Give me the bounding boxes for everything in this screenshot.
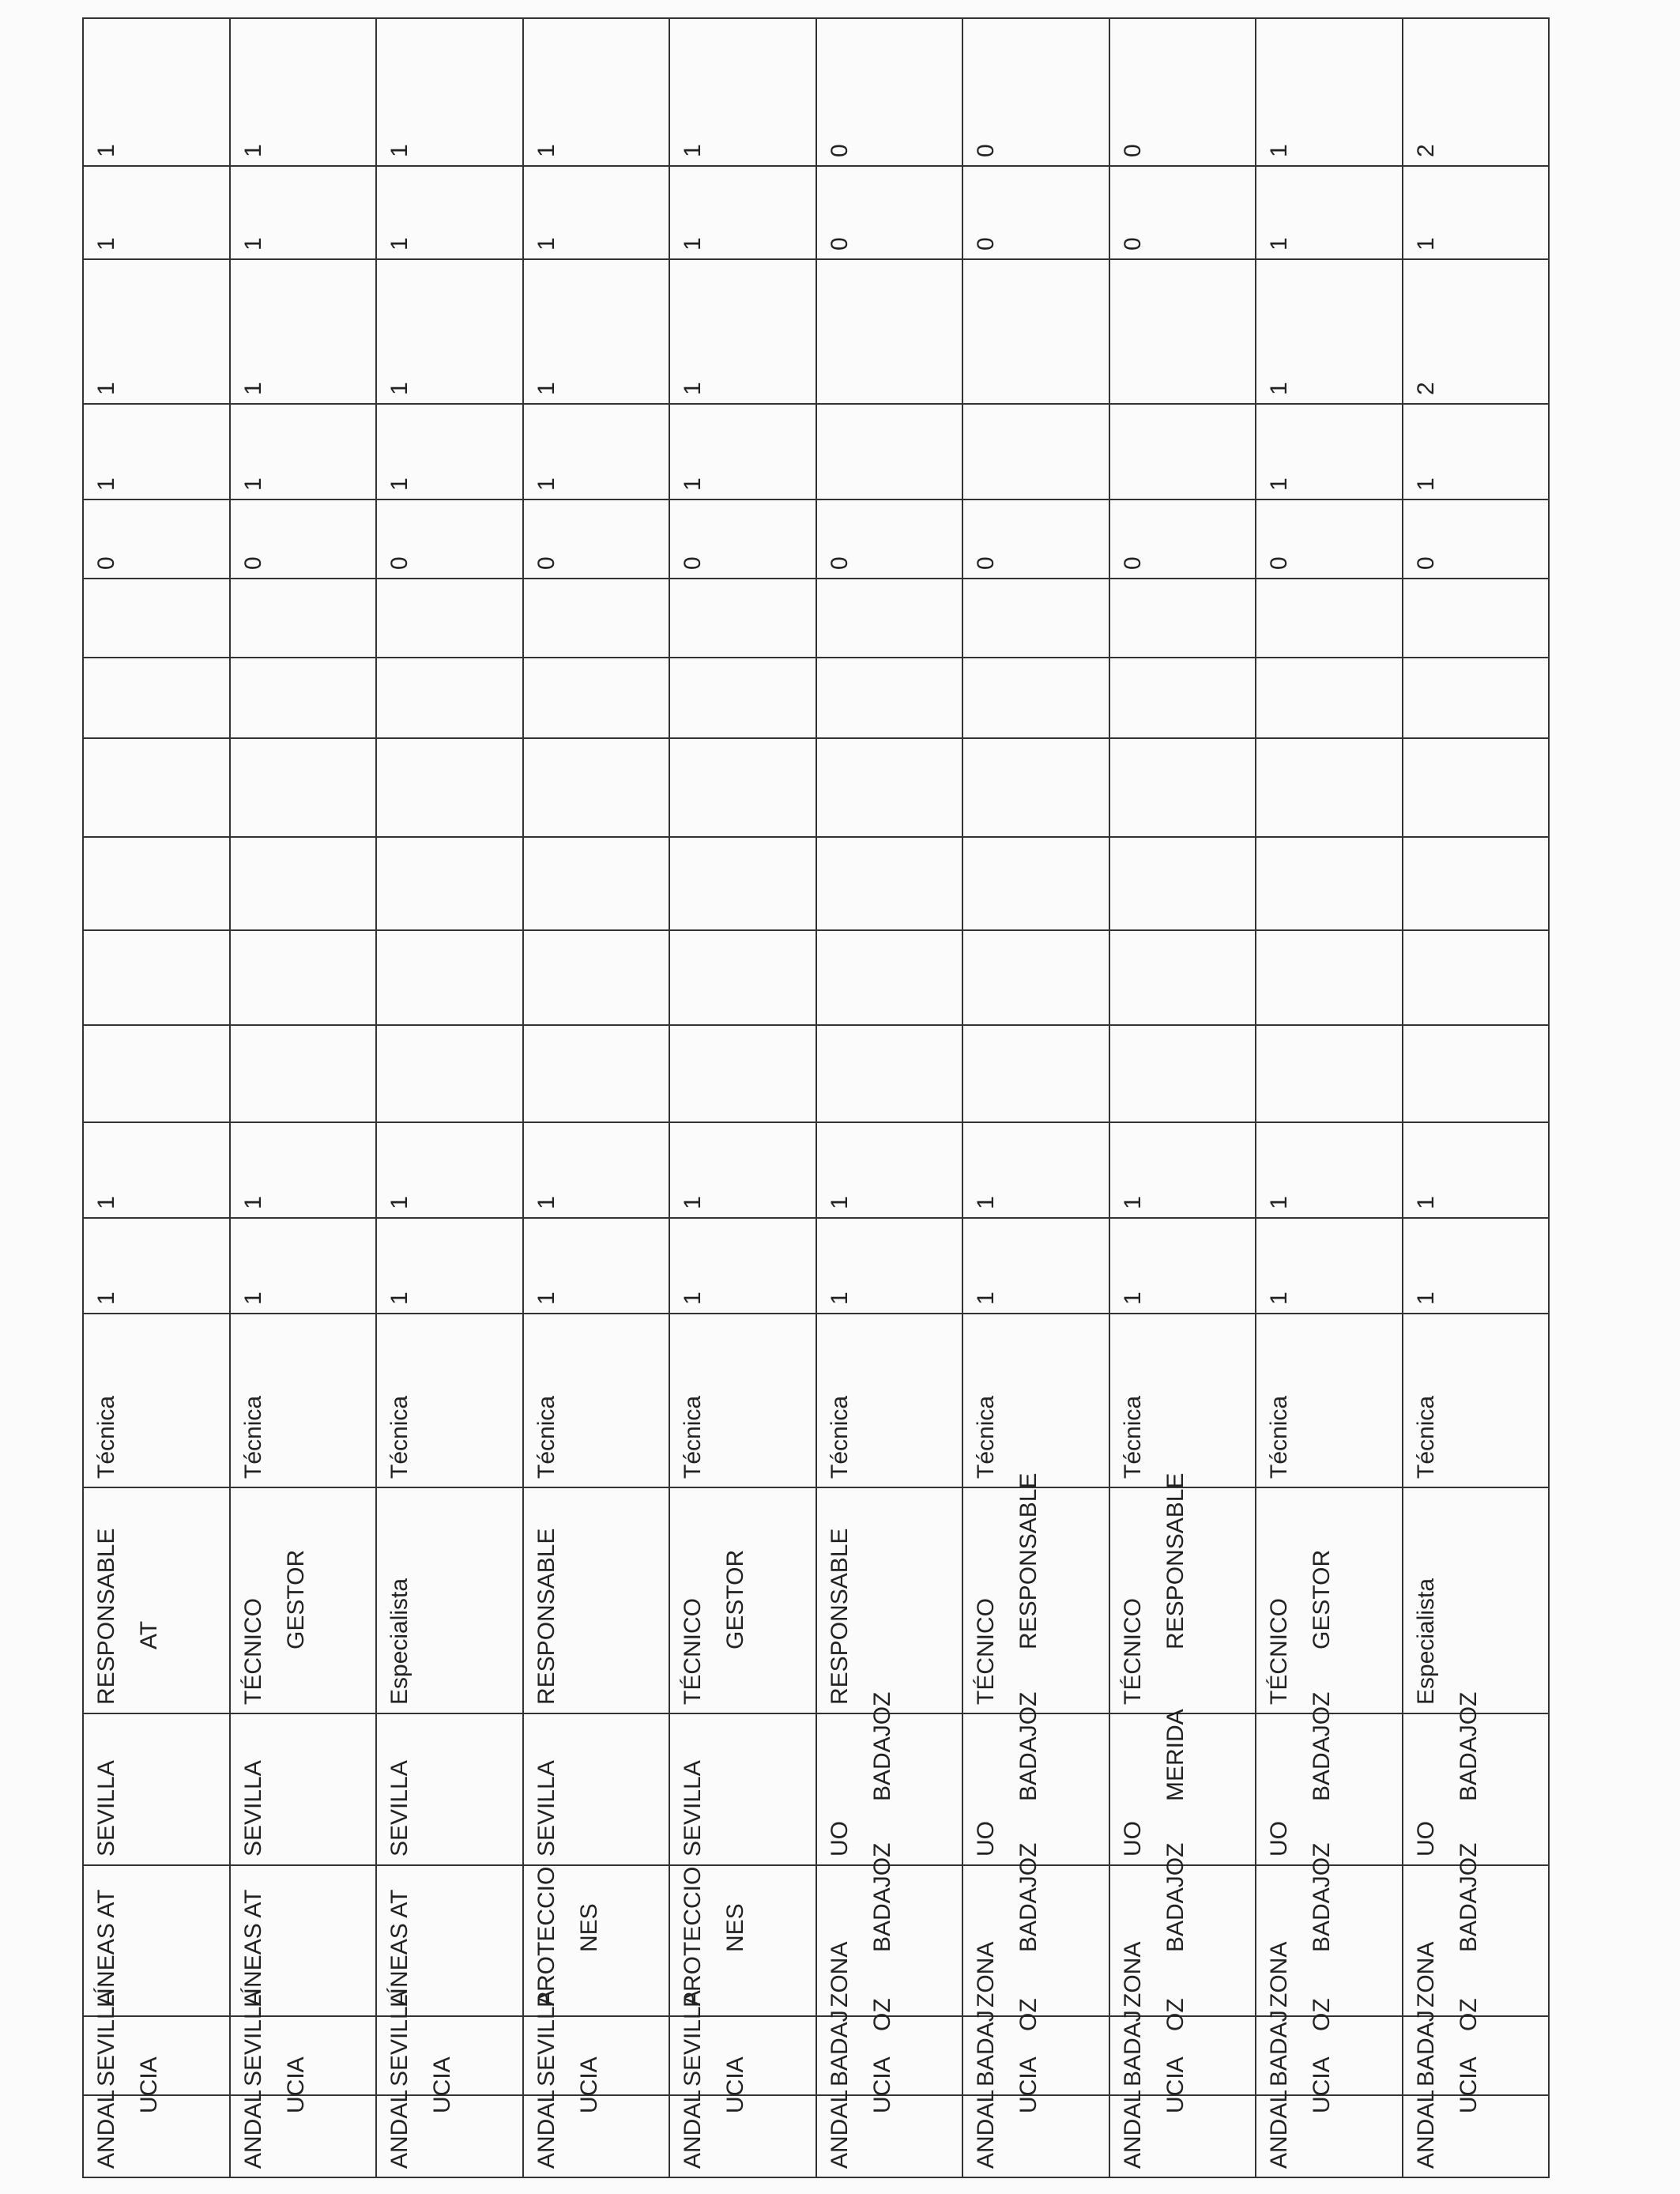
type-cell: Técnica — [1109, 1314, 1256, 1487]
value-cell-v2: 1 — [1256, 404, 1403, 499]
type-cell: Técnica — [83, 1314, 230, 1487]
role-cell — [230, 1487, 377, 1713]
city-cell-line-1: SEVILLA — [239, 1990, 266, 2087]
value-cell-v1: 0 — [1256, 499, 1403, 579]
area-cell — [1109, 1842, 1256, 2016]
table-row — [83, 18, 230, 2177]
region-cell-line-1: ANDAL — [239, 2089, 266, 2169]
unit-cell-line-1: UO — [826, 1821, 853, 1857]
value-cell-e4 — [1256, 738, 1403, 837]
region-cell-line-2: UCIA — [868, 2056, 895, 2113]
value-cell-c2: 1 — [816, 1122, 963, 1218]
table-body — [83, 18, 1549, 2177]
value-cell-e2 — [1256, 930, 1403, 1025]
table-row — [1256, 18, 1403, 2177]
region-cell — [230, 2056, 377, 2177]
value-cell-c2: 1 — [83, 1122, 230, 1218]
city-cell-line-1: BADAJ — [1266, 2010, 1292, 2087]
unit-cell — [83, 1713, 230, 1865]
value-cell-v5: 1 — [376, 18, 523, 166]
staffing-table — [82, 17, 1550, 2178]
value-cell-e2 — [1109, 930, 1256, 1025]
value-cell-e6 — [376, 579, 523, 658]
value-cell-e3 — [376, 837, 523, 930]
city-cell-line-2: OZ — [1162, 1998, 1188, 2031]
unit-cell-line-1: SEVILLA — [386, 1760, 412, 1857]
city-cell-line-2: OZ — [1455, 1998, 1482, 2031]
value-cell-v1: 0 — [523, 499, 670, 579]
value-cell-e1 — [816, 1025, 963, 1122]
value-cell-e3 — [523, 837, 670, 930]
role-cell-line-1: TÉCNICO — [1119, 1598, 1146, 1705]
region-cell — [523, 2056, 670, 2177]
region-cell — [83, 2056, 230, 2177]
value-cell-v1: 0 — [83, 499, 230, 579]
value-cell-e6 — [83, 579, 230, 658]
role-cell-line-1: TÉCNICO — [973, 1598, 999, 1705]
table-row — [1109, 18, 1256, 2177]
value-cell-c1: 1 — [1256, 1218, 1403, 1314]
region-cell — [962, 2056, 1109, 2177]
region-cell-line-1: ANDAL — [533, 2089, 559, 2169]
unit-cell-line-1: SEVILLA — [680, 1760, 706, 1857]
region-cell — [816, 2056, 963, 2177]
area-cell — [230, 1865, 377, 2016]
value-cell-c1: 1 — [1109, 1218, 1256, 1314]
value-cell-c1: 1 — [816, 1218, 963, 1314]
value-cell-v4: 0 — [816, 166, 963, 259]
value-cell-c1: 1 — [962, 1218, 1109, 1314]
region-cell-line-1: ANDAL — [680, 2089, 706, 2169]
value-cell-v5: 2 — [1403, 18, 1550, 166]
role-cell — [1256, 1487, 1403, 1713]
area-cell-line-1: PROTECCIO — [533, 1866, 559, 2007]
area-cell-line-2: BADAJOZ — [868, 1842, 895, 1952]
value-cell-e6 — [669, 579, 816, 658]
role-cell — [816, 1487, 963, 1713]
area-cell — [962, 1842, 1109, 2016]
role-cell-line-2: RESPONSABLE — [1015, 1472, 1042, 1649]
unit-cell-line-1: SEVILLA — [533, 1760, 559, 1857]
value-cell-e3 — [1109, 837, 1256, 930]
value-cell-c1: 1 — [523, 1218, 670, 1314]
value-cell-c2: 1 — [230, 1122, 377, 1218]
type-cell: Técnica — [669, 1314, 816, 1487]
value-cell-c1: 1 — [230, 1218, 377, 1314]
role-cell-line-2: RESPONSABLE — [1162, 1472, 1188, 1649]
value-cell-v2 — [816, 404, 963, 499]
value-cell-e5 — [1109, 658, 1256, 738]
area-cell — [1403, 1842, 1550, 2016]
value-cell-e2 — [376, 930, 523, 1025]
value-cell-v2: 1 — [376, 404, 523, 499]
value-cell-e1 — [1403, 1025, 1550, 1122]
value-cell-e2 — [816, 930, 963, 1025]
role-cell — [1403, 1487, 1550, 1713]
value-cell-v4: 0 — [962, 166, 1109, 259]
region-cell — [1109, 2056, 1256, 2177]
role-cell-line-1: TÉCNICO — [1266, 1598, 1292, 1705]
value-cell-c1: 1 — [83, 1218, 230, 1314]
value-cell-v4: 0 — [1109, 166, 1256, 259]
value-cell-e3 — [962, 837, 1109, 930]
region-cell — [376, 2056, 523, 2177]
role-cell — [523, 1487, 670, 1713]
role-cell-line-1: RESPONSABLE — [826, 1528, 853, 1705]
value-cell-v5: 0 — [816, 18, 963, 166]
value-cell-v3 — [1109, 259, 1256, 404]
value-cell-e3 — [816, 837, 963, 930]
value-cell-e3 — [669, 837, 816, 930]
city-cell-line-1: BADAJ — [826, 2010, 853, 2087]
value-cell-e2 — [1403, 930, 1550, 1025]
area-cell-line-2: BADAJOZ — [1162, 1842, 1188, 1952]
city-cell-line-1: SEVILLA — [680, 1990, 706, 2087]
city-cell-line-2: OZ — [1309, 1998, 1335, 2031]
value-cell-v5: 0 — [962, 18, 1109, 166]
value-cell-e4 — [376, 738, 523, 837]
value-cell-e6 — [1109, 579, 1256, 658]
area-cell — [669, 1865, 816, 2016]
value-cell-v3: 2 — [1403, 259, 1550, 404]
value-cell-v5: 1 — [523, 18, 670, 166]
table-row — [376, 18, 523, 2177]
value-cell-e1 — [669, 1025, 816, 1122]
value-cell-e4 — [816, 738, 963, 837]
unit-cell-line-1: UO — [1266, 1821, 1292, 1857]
role-cell-line-1: TÉCNICO — [239, 1598, 266, 1705]
city-cell-line-1: BADAJ — [1119, 2010, 1146, 2087]
value-cell-e6 — [230, 579, 377, 658]
value-cell-v2 — [962, 404, 1109, 499]
region-cell-line-2: UCIA — [429, 2056, 455, 2113]
value-cell-e1 — [962, 1025, 1109, 1122]
area-cell-line-2: BADAJOZ — [1015, 1842, 1042, 1952]
region-cell-line-2: UCIA — [575, 2056, 602, 2113]
value-cell-e5 — [230, 658, 377, 738]
city-cell-line-2: OZ — [1015, 1998, 1042, 2031]
area-cell — [816, 1842, 963, 2016]
value-cell-e5 — [83, 658, 230, 738]
area-cell-line-1: ZONA — [1266, 1941, 1292, 2007]
city-cell-line-1: BADAJ — [1412, 2010, 1439, 2087]
value-cell-c1: 1 — [376, 1218, 523, 1314]
value-cell-e6 — [1256, 579, 1403, 658]
unit-cell — [669, 1713, 816, 1865]
role-cell-line-2: GESTOR — [1309, 1549, 1335, 1649]
city-cell-line-1: SEVILLA — [386, 1990, 412, 2087]
value-cell-c2: 1 — [523, 1122, 670, 1218]
value-cell-v1: 0 — [230, 499, 377, 579]
value-cell-e6 — [1403, 579, 1550, 658]
table-row — [523, 18, 670, 2177]
value-cell-v2: 1 — [83, 404, 230, 499]
value-cell-v3: 1 — [523, 259, 670, 404]
area-cell — [523, 1865, 670, 2016]
value-cell-e2 — [83, 930, 230, 1025]
value-cell-c2: 1 — [1109, 1122, 1256, 1218]
role-cell — [962, 1472, 1109, 1713]
value-cell-v4: 1 — [230, 166, 377, 259]
region-cell — [1256, 2056, 1403, 2177]
value-cell-c2: 1 — [669, 1122, 816, 1218]
area-cell-line-1: ZONA — [1119, 1941, 1146, 2007]
unit-cell-line-1: UO — [1119, 1821, 1146, 1857]
value-cell-e3 — [1403, 837, 1550, 930]
value-cell-e5 — [523, 658, 670, 738]
unit-cell-line-2: BADAJOZ — [1455, 1691, 1482, 1801]
area-cell-line-1: LÍNEAS AT — [93, 1889, 119, 2007]
unit-cell — [376, 1713, 523, 1865]
type-cell: Técnica — [523, 1314, 670, 1487]
value-cell-v4: 1 — [83, 166, 230, 259]
value-cell-v5: 1 — [669, 18, 816, 166]
value-cell-e4 — [230, 738, 377, 837]
value-cell-v3 — [962, 259, 1109, 404]
value-cell-v2 — [1109, 404, 1256, 499]
type-cell: Técnica — [230, 1314, 377, 1487]
value-cell-v2: 1 — [230, 404, 377, 499]
value-cell-e3 — [1256, 837, 1403, 930]
value-cell-e6 — [523, 579, 670, 658]
value-cell-v4: 1 — [1256, 166, 1403, 259]
value-cell-e1 — [376, 1025, 523, 1122]
table-row — [1403, 18, 1550, 2177]
region-cell-line-1: ANDAL — [93, 2089, 119, 2169]
value-cell-v2: 1 — [523, 404, 670, 499]
value-cell-v3: 1 — [1256, 259, 1403, 404]
city-cell-line-1: BADAJ — [973, 2010, 999, 2087]
area-cell-line-1: LÍNEAS AT — [386, 1889, 412, 2007]
region-cell-line-1: ANDAL — [973, 2089, 999, 2169]
value-cell-e5 — [962, 658, 1109, 738]
value-cell-e3 — [230, 837, 377, 930]
area-cell — [1256, 1842, 1403, 2016]
value-cell-e5 — [1403, 658, 1550, 738]
value-cell-e6 — [816, 579, 963, 658]
value-cell-v3: 1 — [230, 259, 377, 404]
area-cell-line-1: LÍNEAS AT — [239, 1889, 266, 2007]
type-cell: Técnica — [962, 1314, 1109, 1487]
value-cell-c2: 1 — [376, 1122, 523, 1218]
area-cell-line-2: BADAJOZ — [1309, 1842, 1335, 1952]
value-cell-v5: 1 — [83, 18, 230, 166]
value-cell-v2: 1 — [1403, 404, 1550, 499]
value-cell-c2: 1 — [962, 1122, 1109, 1218]
area-cell-line-2: NES — [722, 1903, 748, 1952]
role-cell-line-2: GESTOR — [282, 1549, 309, 1649]
unit-cell — [523, 1713, 670, 1865]
value-cell-e1 — [230, 1025, 377, 1122]
city-cell-line-2: OZ — [868, 1998, 895, 2031]
area-cell-line-2: BADAJOZ — [1455, 1842, 1482, 1952]
value-cell-e2 — [523, 930, 670, 1025]
role-cell-line-1: Especialista — [386, 1578, 412, 1705]
area-cell — [83, 1865, 230, 2016]
value-cell-e1 — [1256, 1025, 1403, 1122]
region-cell-line-1: ANDAL — [1119, 2089, 1146, 2169]
city-cell-line-1: SEVILLA — [93, 1990, 119, 2087]
value-cell-v2: 1 — [669, 404, 816, 499]
area-cell-line-1: PROTECCIO — [680, 1866, 706, 2007]
value-cell-v3: 1 — [83, 259, 230, 404]
value-cell-e4 — [523, 738, 670, 837]
unit-cell-line-2: BADAJOZ — [1015, 1691, 1042, 1801]
value-cell-v4: 1 — [523, 166, 670, 259]
unit-cell-line-1: UO — [1412, 1821, 1439, 1857]
role-cell-line-1: RESPONSABLE — [533, 1528, 559, 1705]
area-cell — [376, 1865, 523, 2016]
table-row — [230, 18, 377, 2177]
type-cell: Técnica — [1256, 1314, 1403, 1487]
value-cell-e5 — [669, 658, 816, 738]
region-cell — [669, 2056, 816, 2177]
role-cell — [83, 1487, 230, 1713]
value-cell-v3: 1 — [376, 259, 523, 404]
region-cell-line-1: ANDAL — [386, 2089, 412, 2169]
value-cell-v3: 1 — [669, 259, 816, 404]
region-cell-line-2: UCIA — [282, 2056, 309, 2113]
role-cell — [669, 1487, 816, 1713]
value-cell-v5: 0 — [1109, 18, 1256, 166]
value-cell-v1: 0 — [1403, 499, 1550, 579]
value-cell-e6 — [962, 579, 1109, 658]
value-cell-e1 — [83, 1025, 230, 1122]
value-cell-e1 — [523, 1025, 670, 1122]
role-cell — [1109, 1472, 1256, 1713]
role-cell — [376, 1487, 523, 1713]
region-cell-line-1: ANDAL — [1412, 2089, 1439, 2169]
value-cell-c1: 1 — [1403, 1218, 1550, 1314]
table-row — [816, 18, 963, 2177]
region-cell-line-2: UCIA — [1455, 2056, 1482, 2113]
role-cell-line-1: RESPONSABLE — [93, 1528, 119, 1705]
value-cell-v4: 1 — [669, 166, 816, 259]
region-cell-line-2: UCIA — [136, 2056, 162, 2113]
value-cell-v1: 0 — [816, 499, 963, 579]
value-cell-e3 — [83, 837, 230, 930]
table-row — [669, 18, 816, 2177]
value-cell-c2: 1 — [1256, 1122, 1403, 1218]
value-cell-v1: 0 — [376, 499, 523, 579]
unit-cell-line-1: SEVILLA — [93, 1760, 119, 1857]
area-cell-line-1: ZONA — [1412, 1941, 1439, 2007]
area-cell-line-1: ZONA — [826, 1941, 853, 2007]
value-cell-e2 — [962, 930, 1109, 1025]
value-cell-v5: 1 — [230, 18, 377, 166]
role-cell-line-1: Especialista — [1412, 1578, 1439, 1705]
value-cell-v1: 0 — [1109, 499, 1256, 579]
unit-cell-line-1: SEVILLA — [239, 1760, 266, 1857]
value-cell-e1 — [1109, 1025, 1256, 1122]
value-cell-e2 — [230, 930, 377, 1025]
value-cell-e5 — [816, 658, 963, 738]
role-cell-line-1: TÉCNICO — [680, 1598, 706, 1705]
unit-cell — [230, 1713, 377, 1865]
value-cell-e4 — [669, 738, 816, 837]
role-cell-line-2: GESTOR — [722, 1549, 748, 1649]
table-row — [962, 18, 1109, 2177]
value-cell-v4: 1 — [376, 166, 523, 259]
region-cell-line-2: UCIA — [722, 2056, 748, 2113]
type-cell: Técnica — [376, 1314, 523, 1487]
rotated-sheet — [82, 19, 1548, 2178]
region-cell-line-1: ANDAL — [826, 2089, 853, 2169]
value-cell-e4 — [1109, 738, 1256, 837]
role-cell-line-2: AT — [136, 1620, 162, 1649]
value-cell-v1: 0 — [962, 499, 1109, 579]
region-cell-line-2: UCIA — [1162, 2056, 1188, 2113]
unit-cell-line-2: BADAJOZ — [1309, 1691, 1335, 1801]
region-cell-line-2: UCIA — [1015, 2056, 1042, 2113]
value-cell-v3 — [816, 259, 963, 404]
area-cell-line-1: ZONA — [973, 1941, 999, 2007]
value-cell-v1: 0 — [669, 499, 816, 579]
unit-cell-line-1: UO — [973, 1821, 999, 1857]
value-cell-v4: 1 — [1403, 166, 1550, 259]
value-cell-c1: 1 — [669, 1218, 816, 1314]
unit-cell-line-2: BADAJOZ — [868, 1691, 895, 1801]
unit-cell-line-2: MERIDA — [1162, 1709, 1188, 1801]
region-cell — [1403, 2056, 1550, 2177]
value-cell-e4 — [962, 738, 1109, 837]
value-cell-e2 — [669, 930, 816, 1025]
value-cell-e5 — [1256, 658, 1403, 738]
area-cell-line-2: NES — [575, 1903, 602, 1952]
value-cell-c2: 1 — [1403, 1122, 1550, 1218]
value-cell-e4 — [1403, 738, 1550, 837]
region-cell-line-1: ANDAL — [1266, 2089, 1292, 2169]
value-cell-v5: 1 — [1256, 18, 1403, 166]
type-cell: Técnica — [816, 1314, 963, 1487]
value-cell-e4 — [83, 738, 230, 837]
region-cell-line-2: UCIA — [1309, 2056, 1335, 2113]
value-cell-e5 — [376, 658, 523, 738]
city-cell-line-1: SEVILLA — [533, 1990, 559, 2087]
type-cell: Técnica — [1403, 1314, 1550, 1487]
